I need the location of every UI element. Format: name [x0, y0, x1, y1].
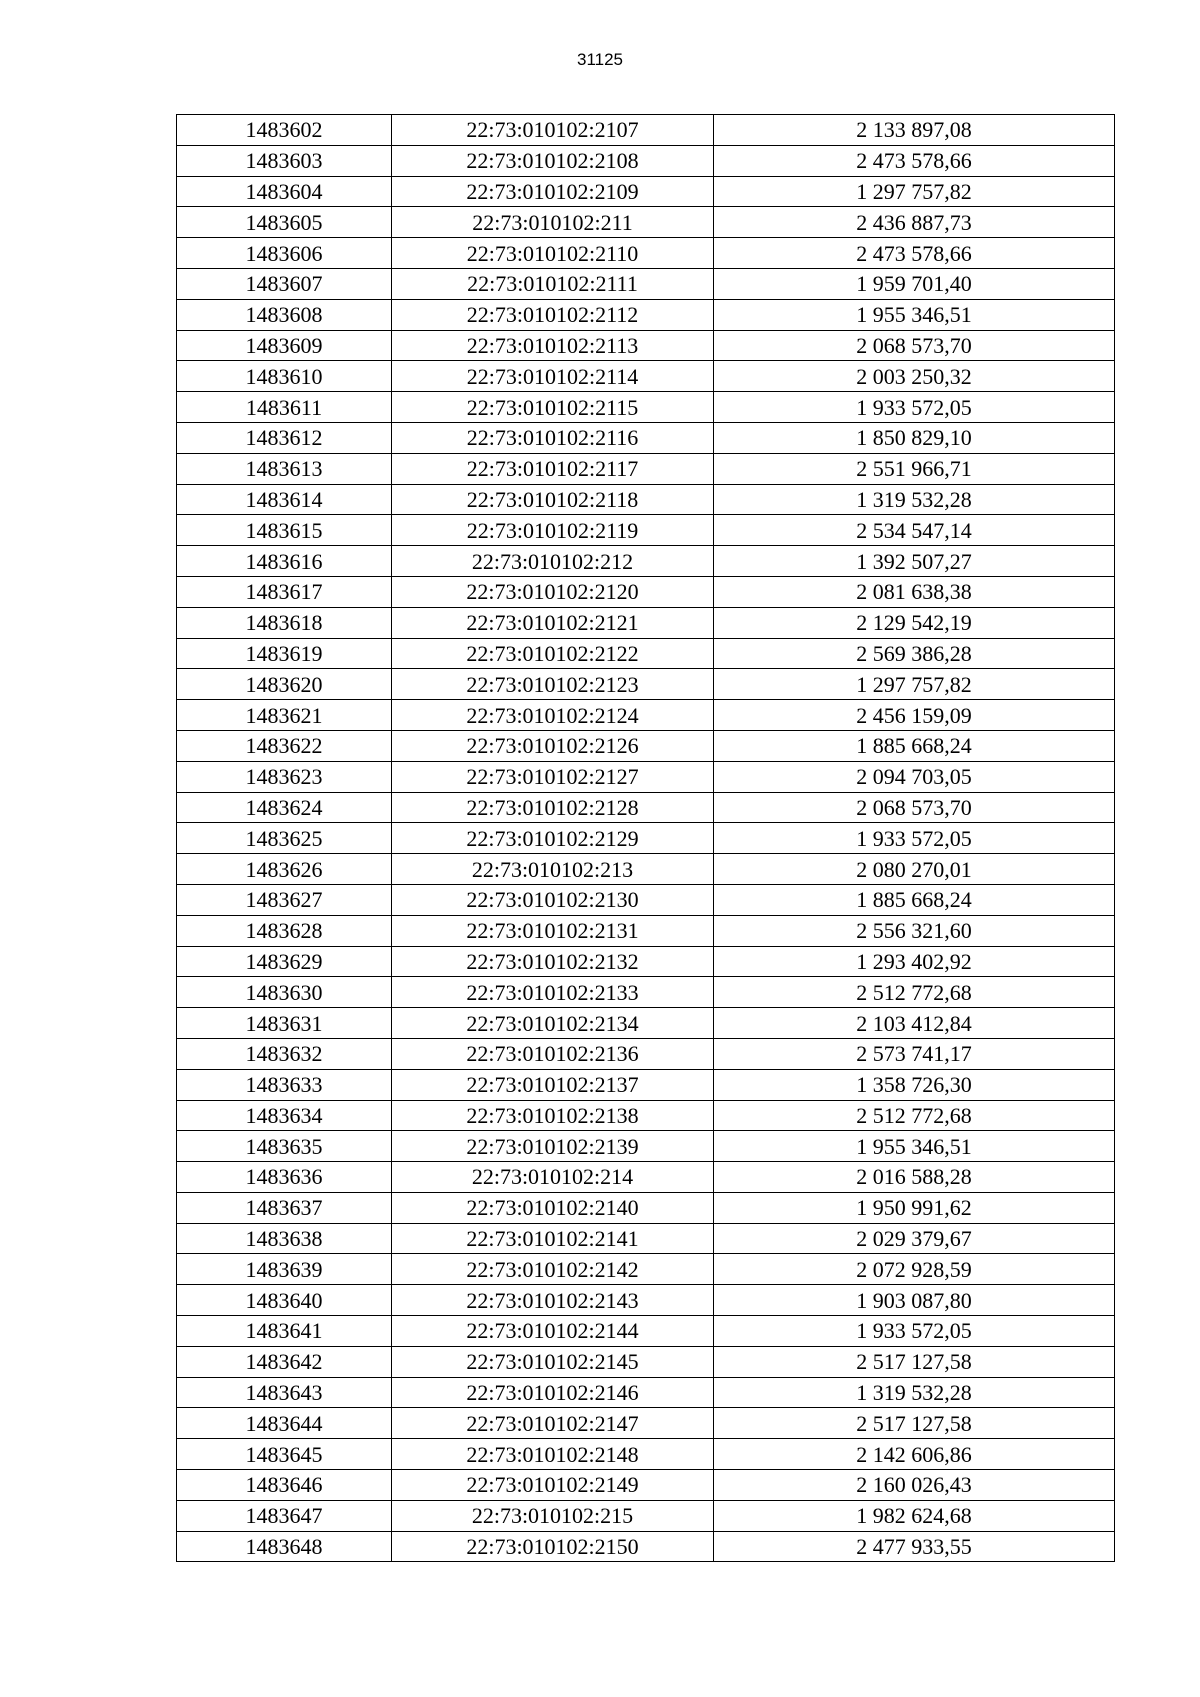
table-row	[177, 1346, 1115, 1377]
cadastral-number-cell: 22:73:010102:2134	[392, 1008, 714, 1039]
cadastral-number-cell: 22:73:010102:214	[392, 1162, 714, 1193]
cadastral-number-cell: 22:73:010102:2121	[392, 607, 714, 638]
table-row	[177, 1254, 1115, 1285]
table-row	[177, 884, 1115, 915]
table-row	[177, 1100, 1115, 1131]
cadastral-number-cell: 22:73:010102:2136	[392, 1038, 714, 1069]
cadastral-value-cell: 1 955 346,51	[714, 299, 1115, 330]
cadastral-number-cell: 22:73:010102:2140	[392, 1192, 714, 1223]
cadastral-value-cell: 2 517 127,58	[714, 1408, 1115, 1439]
cadastral-number-cell: 22:73:010102:2116	[392, 422, 714, 453]
cadastral-value-cell: 1 933 572,05	[714, 823, 1115, 854]
cadastral-value-cell: 2 477 933,55	[714, 1531, 1115, 1562]
cadastral-value-cell: 1 885 668,24	[714, 730, 1115, 761]
cadastral-value-cell: 2 473 578,66	[714, 238, 1115, 269]
row-number-cell: 1483607	[177, 268, 392, 299]
cadastral-value-cell: 1 297 757,82	[714, 176, 1115, 207]
cadastral-number-cell: 22:73:010102:2144	[392, 1316, 714, 1347]
row-number-cell: 1483648	[177, 1531, 392, 1562]
table-row	[177, 1069, 1115, 1100]
row-number-cell: 1483628	[177, 915, 392, 946]
cadastral-number-cell: 22:73:010102:2122	[392, 638, 714, 669]
table-row	[177, 1131, 1115, 1162]
row-number-cell: 1483638	[177, 1223, 392, 1254]
table-row	[177, 1223, 1115, 1254]
row-number-cell: 1483609	[177, 330, 392, 361]
cadastral-number-cell: 22:73:010102:213	[392, 854, 714, 885]
cadastral-number-cell: 22:73:010102:2115	[392, 392, 714, 423]
table-row	[177, 176, 1115, 207]
row-number-cell: 1483627	[177, 884, 392, 915]
row-number-cell: 1483636	[177, 1162, 392, 1193]
cadastral-value-cell: 2 103 412,84	[714, 1008, 1115, 1039]
row-number-cell: 1483617	[177, 576, 392, 607]
cadastral-number-cell: 22:73:010102:2147	[392, 1408, 714, 1439]
cadastral-value-cell: 2 142 606,86	[714, 1439, 1115, 1470]
table-row	[177, 1192, 1115, 1223]
table-row	[177, 669, 1115, 700]
table-row	[177, 484, 1115, 515]
row-number-cell: 1483634	[177, 1100, 392, 1131]
row-number-cell: 1483618	[177, 607, 392, 638]
cadastral-value-cell: 2 029 379,67	[714, 1223, 1115, 1254]
row-number-cell: 1483606	[177, 238, 392, 269]
table-row	[177, 1038, 1115, 1069]
row-number-cell: 1483645	[177, 1439, 392, 1470]
table-row	[177, 946, 1115, 977]
cadastral-value-cell: 2 556 321,60	[714, 915, 1115, 946]
cadastral-value-cell: 1 955 346,51	[714, 1131, 1115, 1162]
cadastral-number-cell: 22:73:010102:2142	[392, 1254, 714, 1285]
cadastral-number-cell: 22:73:010102:2117	[392, 453, 714, 484]
table-row	[177, 638, 1115, 669]
table-row	[177, 145, 1115, 176]
row-number-cell: 1483621	[177, 700, 392, 731]
table-row	[177, 1377, 1115, 1408]
cadastral-number-cell: 22:73:010102:2119	[392, 515, 714, 546]
row-number-cell: 1483632	[177, 1038, 392, 1069]
row-number-cell: 1483614	[177, 484, 392, 515]
cadastral-value-cell: 2 080 270,01	[714, 854, 1115, 885]
row-number-cell: 1483622	[177, 730, 392, 761]
row-number-cell: 1483623	[177, 761, 392, 792]
cadastral-value-cell: 1 959 701,40	[714, 268, 1115, 299]
cadastral-value-cell: 2 512 772,68	[714, 1100, 1115, 1131]
cadastral-number-cell: 22:73:010102:2137	[392, 1069, 714, 1100]
cadastral-number-cell: 22:73:010102:2146	[392, 1377, 714, 1408]
cadastral-number-cell: 22:73:010102:2129	[392, 823, 714, 854]
cadastral-value-cell: 2 551 966,71	[714, 453, 1115, 484]
cadastral-number-cell: 22:73:010102:2150	[392, 1531, 714, 1562]
row-number-cell: 1483647	[177, 1500, 392, 1531]
cadastral-number-cell: 22:73:010102:2113	[392, 330, 714, 361]
row-number-cell: 1483612	[177, 422, 392, 453]
cadastral-value-cell: 1 850 829,10	[714, 422, 1115, 453]
row-number-cell: 1483640	[177, 1285, 392, 1316]
cadastral-value-cell: 1 358 726,30	[714, 1069, 1115, 1100]
row-number-cell: 1483635	[177, 1131, 392, 1162]
row-number-cell: 1483603	[177, 145, 392, 176]
cadastral-value-cell: 1 319 532,28	[714, 484, 1115, 515]
row-number-cell: 1483630	[177, 977, 392, 1008]
table-row	[177, 700, 1115, 731]
row-number-cell: 1483642	[177, 1346, 392, 1377]
cadastral-value-cell: 2 160 026,43	[714, 1470, 1115, 1501]
cadastral-number-cell: 22:73:010102:2126	[392, 730, 714, 761]
cadastral-number-cell: 22:73:010102:2128	[392, 792, 714, 823]
table-row	[177, 730, 1115, 761]
cadastral-value-cell: 1 885 668,24	[714, 884, 1115, 915]
cadastral-number-cell: 22:73:010102:215	[392, 1500, 714, 1531]
cadastral-value-cell: 2 473 578,66	[714, 145, 1115, 176]
row-number-cell: 1483604	[177, 176, 392, 207]
table-row	[177, 915, 1115, 946]
cadastral-value-cell: 2 016 588,28	[714, 1162, 1115, 1193]
cadastral-value-cell: 1 319 532,28	[714, 1377, 1115, 1408]
row-number-cell: 1483629	[177, 946, 392, 977]
cadastral-number-cell: 22:73:010102:2148	[392, 1439, 714, 1470]
page-number: 31125	[576, 50, 623, 69]
table-row	[177, 115, 1115, 146]
cadastral-number-cell: 22:73:010102:2143	[392, 1285, 714, 1316]
table-row	[177, 546, 1115, 577]
row-number-cell: 1483620	[177, 669, 392, 700]
row-number-cell: 1483626	[177, 854, 392, 885]
row-number-cell: 1483602	[177, 115, 392, 146]
cadastral-number-cell: 22:73:010102:2138	[392, 1100, 714, 1131]
table-row	[177, 607, 1115, 638]
cadastral-number-cell: 22:73:010102:2131	[392, 915, 714, 946]
row-number-cell: 1483624	[177, 792, 392, 823]
table-row	[177, 422, 1115, 453]
table-row	[177, 330, 1115, 361]
row-number-cell: 1483610	[177, 361, 392, 392]
table-row	[177, 238, 1115, 269]
table-row	[177, 207, 1115, 238]
table-row	[177, 1285, 1115, 1316]
cadastral-value-cell: 1 297 757,82	[714, 669, 1115, 700]
table-row	[177, 1500, 1115, 1531]
cadastral-number-cell: 22:73:010102:211	[392, 207, 714, 238]
cadastral-value-table	[176, 114, 1115, 1562]
cadastral-value-cell: 1 933 572,05	[714, 1316, 1115, 1347]
cadastral-value-cell: 2 068 573,70	[714, 792, 1115, 823]
cadastral-value-cell: 1 982 624,68	[714, 1500, 1115, 1531]
cadastral-value-cell: 2 003 250,32	[714, 361, 1115, 392]
table-row	[177, 854, 1115, 885]
table-row	[177, 1408, 1115, 1439]
cadastral-value-cell: 2 072 928,59	[714, 1254, 1115, 1285]
cadastral-number-cell: 22:73:010102:2127	[392, 761, 714, 792]
row-number-cell: 1483625	[177, 823, 392, 854]
table-row	[177, 1470, 1115, 1501]
cadastral-value-cell: 1 950 991,62	[714, 1192, 1115, 1223]
cadastral-number-cell: 22:73:010102:2145	[392, 1346, 714, 1377]
cadastral-value-cell: 1 392 507,27	[714, 546, 1115, 577]
table-row	[177, 977, 1115, 1008]
table-row	[177, 761, 1115, 792]
table-row	[177, 1162, 1115, 1193]
cadastral-value-cell: 2 436 887,73	[714, 207, 1115, 238]
row-number-cell: 1483616	[177, 546, 392, 577]
table-row	[177, 299, 1115, 330]
cadastral-number-cell: 22:73:010102:2109	[392, 176, 714, 207]
cadastral-number-cell: 22:73:010102:2112	[392, 299, 714, 330]
cadastral-value-cell: 2 569 386,28	[714, 638, 1115, 669]
table-row	[177, 453, 1115, 484]
cadastral-number-cell: 22:73:010102:2118	[392, 484, 714, 515]
table-row	[177, 823, 1115, 854]
cadastral-value-cell: 2 094 703,05	[714, 761, 1115, 792]
row-number-cell: 1483611	[177, 392, 392, 423]
cadastral-number-cell: 22:73:010102:2114	[392, 361, 714, 392]
row-number-cell: 1483644	[177, 1408, 392, 1439]
table-row	[177, 361, 1115, 392]
table-row	[177, 1316, 1115, 1347]
cadastral-value-cell: 2 133 897,08	[714, 115, 1115, 146]
table-row	[177, 792, 1115, 823]
cadastral-number-cell: 22:73:010102:2124	[392, 700, 714, 731]
row-number-cell: 1483631	[177, 1008, 392, 1039]
cadastral-number-cell: 22:73:010102:2133	[392, 977, 714, 1008]
cadastral-value-cell: 2 534 547,14	[714, 515, 1115, 546]
cadastral-number-cell: 22:73:010102:2107	[392, 115, 714, 146]
table-row	[177, 1439, 1115, 1470]
cadastral-value-cell: 1 903 087,80	[714, 1285, 1115, 1316]
cadastral-number-cell: 22:73:010102:2130	[392, 884, 714, 915]
table-row	[177, 268, 1115, 299]
cadastral-number-cell: 22:73:010102:2123	[392, 669, 714, 700]
cadastral-value-cell: 2 573 741,17	[714, 1038, 1115, 1069]
cadastral-number-cell: 22:73:010102:2132	[392, 946, 714, 977]
cadastral-value-cell: 2 081 638,38	[714, 576, 1115, 607]
row-number-cell: 1483646	[177, 1470, 392, 1501]
cadastral-value-cell: 2 512 772,68	[714, 977, 1115, 1008]
row-number-cell: 1483605	[177, 207, 392, 238]
row-number-cell: 1483619	[177, 638, 392, 669]
cadastral-number-cell: 22:73:010102:212	[392, 546, 714, 577]
cadastral-number-cell: 22:73:010102:2149	[392, 1470, 714, 1501]
cadastral-number-cell: 22:73:010102:2108	[392, 145, 714, 176]
table-body	[177, 115, 1115, 1562]
cadastral-number-cell: 22:73:010102:2110	[392, 238, 714, 269]
table-row	[177, 392, 1115, 423]
row-number-cell: 1483643	[177, 1377, 392, 1408]
cadastral-number-cell: 22:73:010102:2120	[392, 576, 714, 607]
table-row	[177, 1531, 1115, 1562]
table-row	[177, 1008, 1115, 1039]
cadastral-number-cell: 22:73:010102:2139	[392, 1131, 714, 1162]
table-row	[177, 515, 1115, 546]
row-number-cell: 1483613	[177, 453, 392, 484]
cadastral-value-cell: 2 456 159,09	[714, 700, 1115, 731]
cadastral-value-cell: 1 933 572,05	[714, 392, 1115, 423]
row-number-cell: 1483608	[177, 299, 392, 330]
cadastral-value-cell: 2 129 542,19	[714, 607, 1115, 638]
cadastral-number-cell: 22:73:010102:2111	[392, 268, 714, 299]
cadastral-value-cell: 2 517 127,58	[714, 1346, 1115, 1377]
table-row	[177, 576, 1115, 607]
cadastral-value-cell: 1 293 402,92	[714, 946, 1115, 977]
row-number-cell: 1483641	[177, 1316, 392, 1347]
cadastral-value-cell: 2 068 573,70	[714, 330, 1115, 361]
row-number-cell: 1483637	[177, 1192, 392, 1223]
row-number-cell: 1483615	[177, 515, 392, 546]
row-number-cell: 1483639	[177, 1254, 392, 1285]
cadastral-number-cell: 22:73:010102:2141	[392, 1223, 714, 1254]
row-number-cell: 1483633	[177, 1069, 392, 1100]
